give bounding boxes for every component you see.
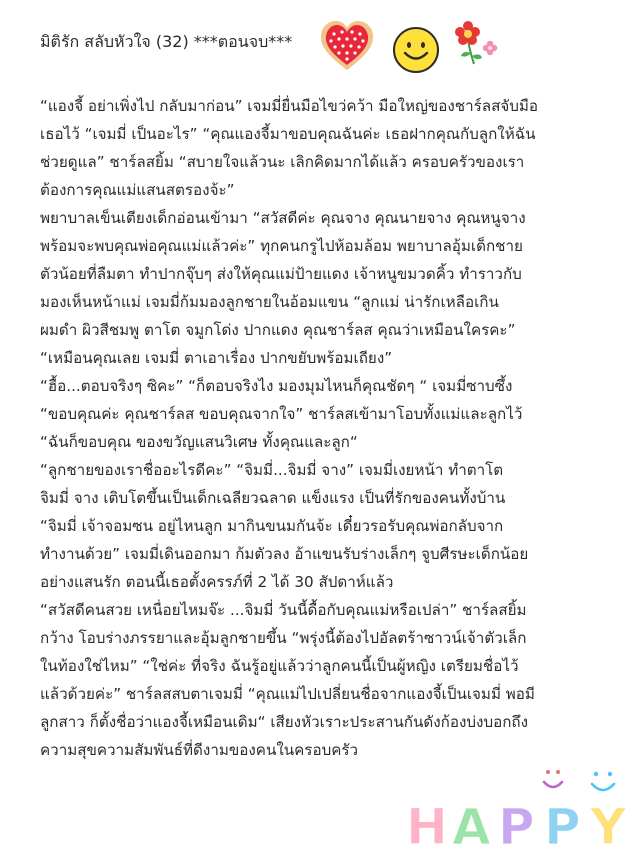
- story-line: มองเห็นหน้าแม่ เจมมี่ก้มมองลูกชายในอ้อมแขน “ลูกแม่ น่ารักเหลือเกิน: [40, 293, 499, 311]
- story-line: พยาบาลเข็นเตียงเด็กอ่อนเข้ามา “สวัสดีค่ะ คุณจาง คุณนายจาง คุณหนูจาง: [40, 209, 526, 227]
- happy-letter: A: [452, 798, 491, 850]
- heart-sticker-icon: [318, 18, 376, 74]
- story-line: กว้าง โอบร่างภรรยาและอุ้มลูกชายขึ้น “พรุ่งนี้ต้องไปอัลตร้าซาวน์เจ้าตัวเล็ก: [40, 629, 527, 647]
- smiley-sticker-icon: [392, 26, 440, 74]
- happy-letter: P: [498, 798, 535, 850]
- story-line: “จิมมี่ เจ้าจอมซน อยู่ไหนลูก มากินขนมกันจ้ะ เดี๋ยวรอรับคุณพ่อกลับจาก: [40, 517, 504, 535]
- happy-letter: H: [406, 798, 448, 850]
- story-line: ความสุขความสัมพันธ์ที่ดีงามของคนในครอบครัว: [40, 741, 359, 759]
- story-line: ผมดำ ผิวสีชมพู ตาโต จมูกโด่ง ปากแดง คุณชาร์ลส คุณว่าเหมือนใครคะ”: [40, 321, 516, 339]
- story-body: [40, 92, 625, 764]
- story-line: “ขอบคุณค่ะ คุณชาร์ลส ขอบคุณจากใจ” ชาร์ลสเข้ามาโอบทั้งแม่และลูกไว้: [40, 405, 523, 423]
- story-line: เธอไว้ “เจมมี่ เป็นอะไร” “คุณแองจี้มาขอบคุณฉันค่ะ เธอฝากคุณกับลูกให้ฉัน: [40, 125, 536, 143]
- flower-sticker-icon: [452, 20, 500, 66]
- happy-sticker: [402, 796, 634, 850]
- story-line: แล้วด้วยค่ะ” ชาร์ลสสบตาเจมมี่ “คุณแม่ไปเปลี่ยนชื่อจากแองจี้เป็นเจมมี่ พอมี: [40, 685, 535, 703]
- story-line: “ลูกชายของเราชื่ออะไรดีคะ” “จิมมี่...จิมมี่ จาง” เจมมี่เงยหน้า ทำตาโต: [40, 461, 504, 479]
- story-line: พร้อมจะพบคุณพ่อคุณแม่แล้วค่ะ” ทุกคนกรูไปห้อมล้อม พยาบาลอุ้มเด็กชาย: [40, 237, 523, 255]
- story-line: จิมมี่ จาง เติบโตขึ้นเป็นเด็กเฉลียวฉลาด แข็งแรง เป็นที่รักของคนทั้งบ้าน: [40, 489, 506, 507]
- story-line: “เหมือนคุณเลย เจมมี่ ตาเอาเรื่อง ปากขยับพร้อมเถียง”: [40, 349, 393, 367]
- story-line: “สวัสดีคนสวย เหนื่อยไหมจ๊ะ ...จิมมี่ วันนี้ดื้อกับคุณแม่หรือเปล่า” ชาร์ลสยิ้ม: [40, 601, 527, 619]
- story-line: ช่วยดูแล” ชาร์ลสยิ้ม “สบายใจแล้วนะ เลิกคิดมากได้แล้ว ครอบครัวของเรา: [40, 153, 525, 171]
- story-line: “แองจี้ อย่าเพิ่งไป กลับมาก่อน” เจมมี่ยื่นมือไขว่คว้า มือใหญ่ของชาร์ลสจับมือ: [40, 97, 539, 115]
- story-line: อย่างแสนรัก ตอนนี้เธอตั้งครรภ์ที่ 2 ได้ 30 สัปดาห์แล้ว: [40, 573, 394, 591]
- story-line: ต้องการคุณแม่แสนสตรองจ้ะ”: [40, 181, 235, 199]
- story-line: “ฉันก็ขอบคุณ ของขวัญแสนวิเศษ ทั้งคุณและลูก“: [40, 433, 358, 451]
- story-line: ลูกสาว ก็ตั้งชื่อว่าแองจี้เหมือนเดิม“ เสียงหัวเราะประสานกันดังก้องบ่งบอกถึง: [40, 713, 529, 731]
- faces-sticker-icon: [540, 764, 626, 800]
- happy-letter: P: [544, 798, 581, 850]
- story-line: ทำงานด้วย” เจมมี่เดินออกมา ก้มตัวลง อ้าแขนรับร่างเล็กๆ จูบศีรษะเด็กน้อย: [40, 545, 529, 563]
- post-title: มิติรัก สลับหัวใจ (32) ***ตอนจบ***: [40, 32, 293, 51]
- story-line: ตัวน้อยที่ลืมตา ทำปากจุ๊บๆ ส่งให้คุณแม่ป้ายแดง เจ้าหนูขมวดคิ้ว ทำราวกับ: [40, 265, 522, 283]
- story-line: ในท้องใช่ไหม” “ใช่ค่ะ ที่จริง ฉันรู้อยู่แล้วว่าลูกคนนี้เป็นผู้หญิง เตรียมชื่อไว้: [40, 657, 519, 675]
- happy-letter: Y: [590, 798, 627, 850]
- story-line: “ฮื้อ...ตอบจริงๆ ซิคะ” “ก็ตอบจริงไง มองมุมไหนก็คุณชัดๆ “ เจมมี่ซาบซึ้ง: [40, 377, 513, 395]
